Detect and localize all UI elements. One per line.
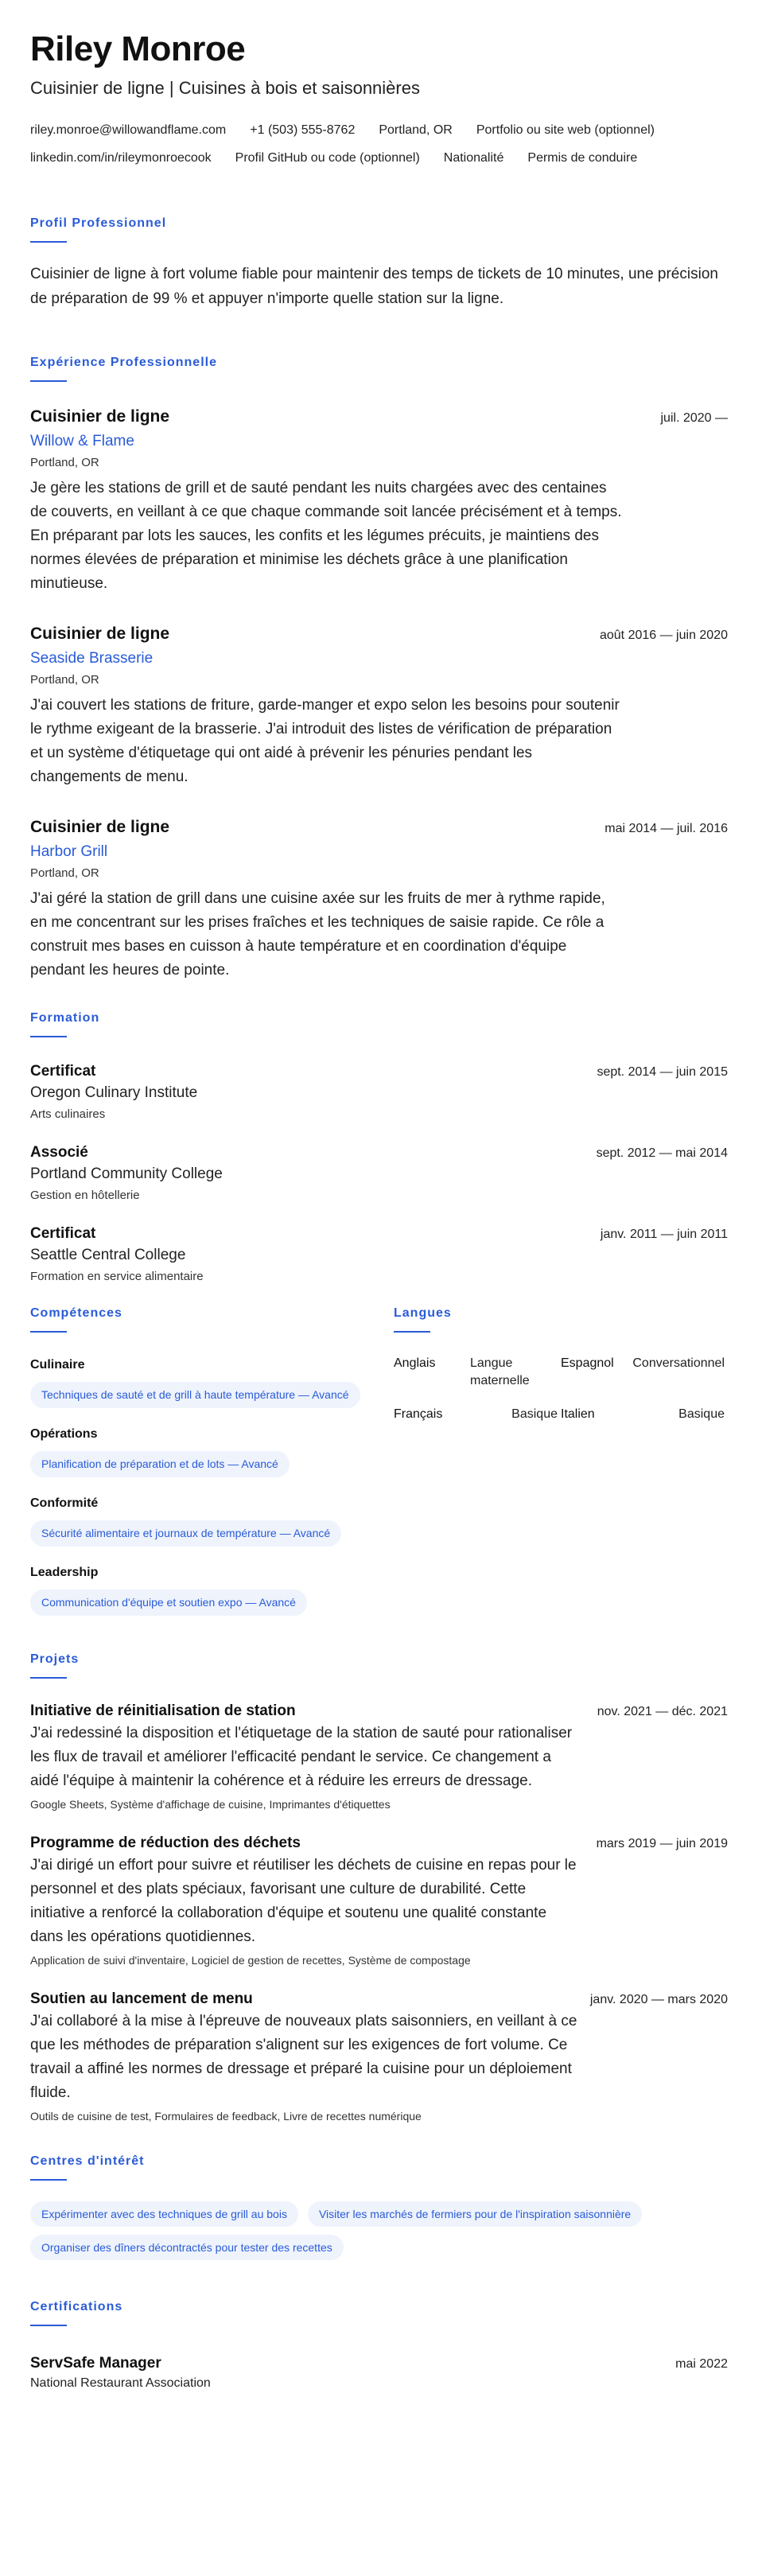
job-dates: mai 2014 — juil. 2016 [604, 822, 728, 835]
profile-summary: Cuisinier de ligne à fort volume fiable pour maintenir des temps de tickets de 10 minutes, une précision de préparation de 99 % et appuyer n'importe quelle station sur la ligne. [30, 266, 718, 307]
experience-item [30, 623, 728, 789]
education-degree: Certificat [30, 1063, 96, 1080]
job-location: Portland, OR [30, 673, 99, 687]
section-divider [30, 380, 67, 382]
language-name: Italien [561, 1407, 595, 1421]
education-dates: sept. 2012 — mai 2014 [596, 1146, 728, 1160]
education-school: Seattle Central College [30, 1247, 186, 1263]
skill-tag: Communication d'équipe et soutien expo — Avancé [30, 1590, 307, 1616]
education-field: Gestion en hôtellerie [30, 1189, 140, 1202]
job-description: J'ai géré la station de grill dans une cuisine axée sur les fruits de mer à rythme rapide, en me concentrant sur les prises fraîches et les techniques de saisie rapide. Ce rôle a construit mes bases en cuisson à haute température et en coordination d'équipe pendant les heures de pointe. [30, 890, 605, 979]
skills-section [30, 1305, 362, 1616]
job-dates: juil. 2020 — [660, 411, 728, 425]
section-divider [30, 241, 67, 243]
certification-date: mai 2022 [675, 2357, 728, 2371]
project-tools: Application de suivi d'inventaire, Logiciel de gestion de recettes, Système de compostage [30, 1954, 471, 1967]
experience-item [30, 816, 728, 983]
contact-portfolio[interactable]: Portfolio ou site web (optionnel) [476, 123, 655, 137]
projects-section [30, 1651, 728, 2124]
skills-languages-row [30, 1305, 728, 1616]
section-title: Certifications [30, 2300, 123, 2313]
section-title: Centres d'intérêt [30, 2154, 145, 2168]
project-item [30, 1989, 728, 2124]
interests-section [30, 2153, 728, 2260]
certification-issuer: National Restaurant Association [30, 2376, 211, 2390]
candidate-headline: Cuisinier de ligne | Cuisines à bois et saisonnières [30, 78, 420, 98]
project-tools: Outils de cuisine de test, Formulaires de feedback, Livre de recettes numérique [30, 2110, 422, 2123]
resume-header [30, 29, 728, 172]
education-section [30, 1010, 728, 1286]
skill-tag: Sécurité alimentaire et journaux de température — Avancé [30, 1520, 341, 1547]
education-dates: sept. 2014 — juin 2015 [597, 1065, 728, 1079]
project-tools: Google Sheets, Système d'affichage de cuisine, Imprimantes d'étiquettes [30, 1798, 391, 1811]
section-divider [30, 2179, 67, 2181]
section-divider [30, 1036, 67, 1037]
project-description: J'ai dirigé un effort pour suivre et réutiliser les déchets de cuisine en repas pour le personnel et des plats spéciaux, favorisant une culture de durabilité. Cette initiative a renforcé la collaboration d'équipe et soutenu une qualité constante dans les opérations quotidiennes. [30, 1857, 577, 1945]
experience-item [30, 406, 728, 596]
skill-group [30, 1495, 362, 1547]
job-description: Je gère les stations de grill et de sauté pendant les nuits chargées avec des centaines de couverts, en veillant à ce que chaque commande soit lancée précisément et à temps. En préparant par lots les sauces, les confits et les légumes précuits, je maintiens des normes élevées de préparation et minimise les déchets grâce à une planification minutieuse. [30, 480, 622, 592]
job-title: Cuisinier de ligne [30, 818, 170, 836]
section-title: Langues [394, 1306, 452, 1320]
job-company: Seaside Brasserie [30, 650, 154, 667]
certification-title: ServSafe Manager [30, 2355, 161, 2372]
section-divider [394, 1331, 430, 1333]
skill-group [30, 1356, 362, 1408]
education-item [30, 1224, 728, 1286]
language-item [561, 1406, 728, 1423]
education-field: Arts culinaires [30, 1107, 106, 1121]
skill-category: Culinaire [30, 1358, 85, 1372]
interest-tag: Organiser des dîners décontractés pour tester des recettes [30, 2235, 344, 2260]
language-level: Langue maternelle [470, 1356, 530, 1387]
education-degree: Associé [30, 1144, 88, 1161]
contact-location: Portland, OR [379, 123, 453, 137]
certifications-section [30, 2298, 728, 2393]
section-divider [30, 1331, 67, 1333]
skill-tag: Techniques de sauté et de grill à haute température — Avancé [30, 1382, 360, 1408]
languages-section [394, 1305, 728, 1616]
language-item [561, 1355, 728, 1390]
project-dates: mars 2019 — juin 2019 [596, 1837, 728, 1850]
language-name: Espagnol [561, 1356, 614, 1370]
job-title: Cuisinier de ligne [30, 407, 170, 426]
job-dates: août 2016 — juin 2020 [599, 628, 728, 642]
experience-section [30, 354, 728, 983]
language-name: Français [394, 1407, 443, 1421]
job-company: Willow & Flame [30, 433, 134, 449]
project-title: Initiative de réinitialisation de station [30, 1702, 296, 1719]
section-title: Profil Professionnel [30, 216, 167, 230]
skill-tag: Planification de préparation et de lots — Avancé [30, 1451, 290, 1477]
skill-category: Opérations [30, 1427, 98, 1441]
language-level: Basique [678, 1407, 725, 1421]
project-item [30, 1701, 728, 1812]
education-school: Portland Community College [30, 1165, 223, 1182]
contact-github[interactable]: Profil GitHub ou code (optionnel) [235, 151, 420, 165]
project-description: J'ai collaboré à la mise à l'épreuve de nouveaux plats saisonniers, en veillant à ce que les méthodes de préparation s'alignent sur les exigences de fort volume. Ce travail a affiné les normes de dressage et préparé la cuisine pour un déploiement fluide. [30, 2013, 577, 2101]
education-item [30, 1061, 728, 1123]
contact-email[interactable]: riley.monroe@willowandflame.com [30, 123, 227, 137]
education-degree: Certificat [30, 1225, 96, 1242]
project-title: Soutien au lancement de menu [30, 1990, 253, 2007]
section-title: Expérience Professionnelle [30, 356, 217, 369]
section-title: Projets [30, 1652, 80, 1666]
education-field: Formation en service alimentaire [30, 1270, 204, 1283]
project-title: Programme de réduction des déchets [30, 1835, 301, 1851]
contact-list [30, 116, 728, 172]
language-item [394, 1355, 561, 1390]
language-level: Conversationnel [632, 1356, 725, 1370]
job-location: Portland, OR [30, 866, 99, 880]
section-title: Formation [30, 1011, 100, 1025]
job-company: Harbor Grill [30, 843, 108, 860]
section-divider [30, 1677, 67, 1679]
language-item [394, 1406, 561, 1423]
skill-group [30, 1564, 362, 1616]
contact-phone[interactable]: +1 (503) 555-8762 [250, 123, 356, 137]
project-dates: nov. 2021 — déc. 2021 [597, 1705, 728, 1718]
contact-nationality: Nationalité [443, 151, 504, 165]
job-description: J'ai couvert les stations de friture, garde-manger et expo selon les besoins pour soutenir le rythme exigeant de la brasserie. J'ai introduit des listes de vérification de préparation et un système d'étiquetage qui ont aidé à prévenir les pénuries pendant les changements de menu. [30, 697, 620, 785]
education-dates: janv. 2011 — juin 2011 [600, 1228, 728, 1241]
project-dates: janv. 2020 — mars 2020 [589, 1993, 728, 2006]
certification-item [30, 2353, 728, 2393]
candidate-name: Riley Monroe [30, 29, 246, 68]
education-school: Oregon Culinary Institute [30, 1084, 198, 1101]
profile-section [30, 215, 728, 311]
skill-category: Leadership [30, 1566, 99, 1579]
education-item [30, 1142, 728, 1204]
language-name: Anglais [394, 1356, 436, 1370]
job-location: Portland, OR [30, 456, 99, 469]
section-divider [30, 2325, 67, 2326]
job-title: Cuisinier de ligne [30, 625, 170, 643]
interest-tag: Visiter les marchés de fermiers pour de l'inspiration saisonnière [308, 2201, 642, 2227]
contact-linkedin[interactable]: linkedin.com/in/rileymonroecook [30, 151, 212, 165]
skill-category: Conformité [30, 1496, 99, 1510]
project-item [30, 1833, 728, 1968]
project-description: J'ai redessiné la disposition et l'étiquetage de la station de sauté pour rationaliser les flux de travail et améliorer l'efficacité pendant le service. Ce changement a aidé l'équipe à maintenir la cohérence et à réduire les erreurs de dressage. [30, 1725, 573, 1789]
language-level: Basique [511, 1407, 558, 1421]
skill-group [30, 1426, 362, 1477]
section-title: Compétences [30, 1306, 122, 1320]
contact-driving-license: Permis de conduire [527, 151, 638, 165]
interest-tag: Expérimenter avec des techniques de grill au bois [30, 2201, 298, 2227]
